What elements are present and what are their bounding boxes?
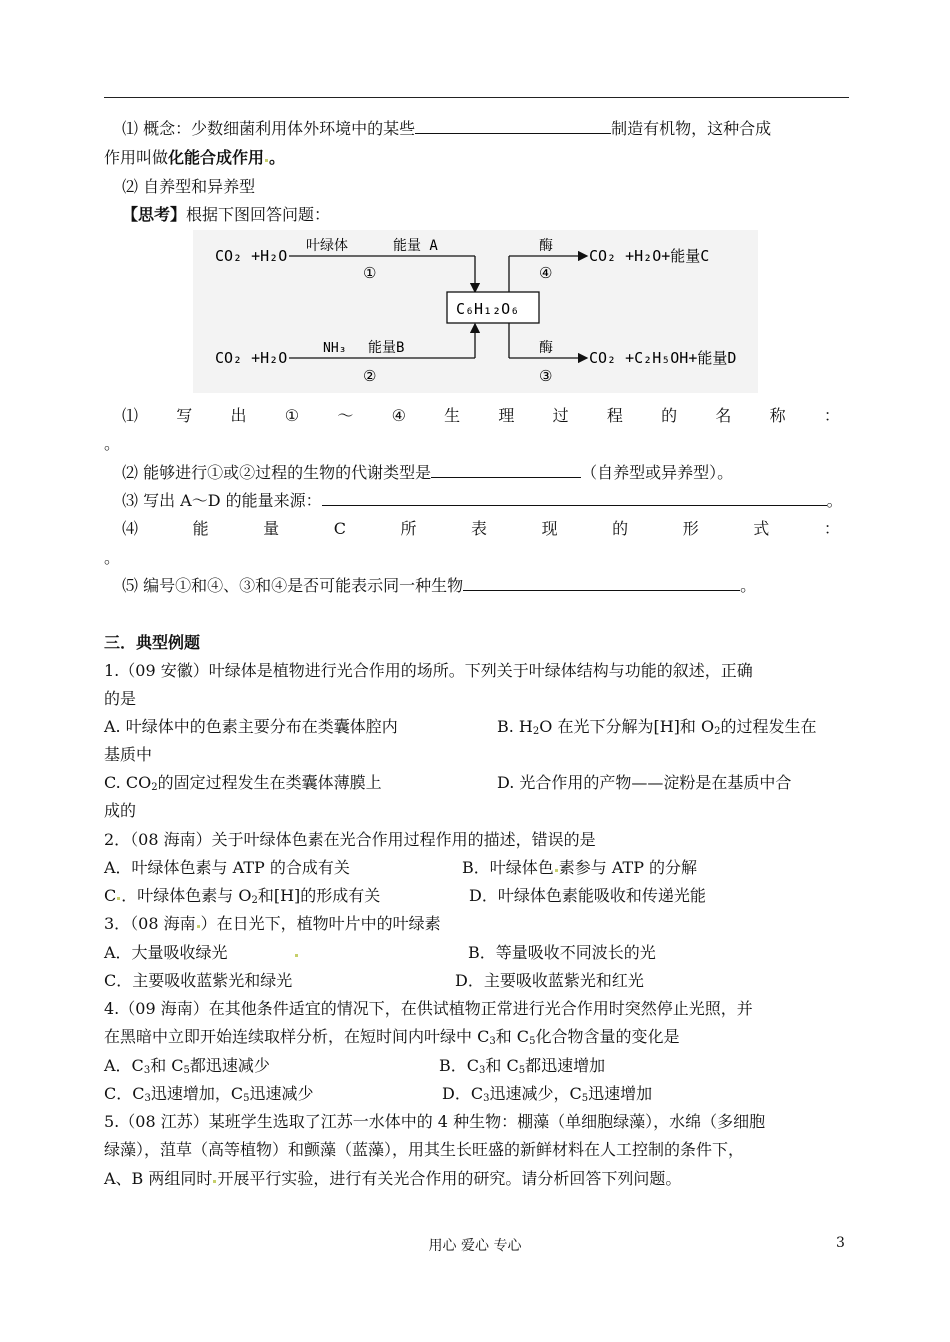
think-label: 【思考】: [122, 205, 187, 224]
question-4-char: 现: [541, 519, 558, 538]
problem-5-line-3: A、B 两组同时 开展平行实验，进行有关光合作用的研究。请分析回答下列问题。: [104, 1169, 682, 1188]
question-4-char: ：: [823, 519, 840, 538]
problem-1-option-a: A. 叶绿体中的色素主要分布在类囊体腔内: [104, 717, 398, 736]
problem-1-options-cd: [104, 772, 849, 794]
problem-3-option-c: C．主要吸收蓝紫光和绿光: [104, 971, 293, 990]
label-nh3: NH₃: [323, 341, 347, 356]
concept-line-2: [104, 147, 849, 169]
problem-4-option-d: D．$C_3$迅速减少，$C_5$迅速增加: [442, 1084, 653, 1104]
question-1-char: 的: [661, 406, 678, 425]
question-4-char: 形: [682, 519, 699, 538]
concept-text-suffix: 制造有机物，这种合成: [611, 119, 772, 138]
label-chloroplast: 叶绿体: [306, 238, 348, 254]
speck: [117, 897, 120, 900]
types-line: ⑵ 自养型和异养型: [122, 177, 256, 196]
concept-text: ⑴ 概念：少数细菌利用体外环境中的某些: [122, 119, 416, 138]
metabolism-diagram: [193, 230, 758, 393]
problem-3-options-ab: [104, 942, 849, 964]
footer-motto: 用心 爱心 专心: [428, 1238, 522, 1254]
problem-1-option-c: C. $CO_2$的固定过程发生在类囊体薄膜上: [104, 773, 382, 793]
problem-1-option-b-cont: 基质中: [104, 745, 153, 764]
problem-1-option-b: B. $H_2O$ 在光下分解为[H]和 $O_2$的过程发生在: [497, 717, 817, 737]
problem-4-line-2: 在黑暗中立即开始连续取样分析，在短时间内叶绿中 $C_3$和 $C_5$化合物含量的变化是: [104, 1027, 680, 1047]
problem-3-option-a: A．大量吸收绿光: [104, 943, 228, 962]
concept-text: 作用叫做: [104, 148, 169, 167]
speck: [265, 159, 268, 162]
problem-4-line-1: 4.（09 海南）在其他条件适宜的情况下，在供试植物正常进行光合作用时突然停止光照，并: [104, 999, 753, 1018]
problem-1-options-ab: [104, 716, 849, 738]
concept-end: 。: [269, 148, 286, 167]
question-3: [122, 490, 849, 512]
question-4-char: 式: [753, 519, 770, 538]
problem-2-option-d: D．叶绿体色素能吸收和传递光能: [469, 886, 706, 905]
problem-2-option-c: C ．叶绿体色素与 $O_2$和[H]的形成有关: [104, 886, 381, 906]
question-2-suffix: （自养型或异养型）。: [581, 463, 734, 482]
question-2: [122, 462, 849, 484]
enzyme-top: 酶: [539, 238, 553, 254]
question-4-end: 。: [104, 548, 121, 567]
question-4-char: 的: [612, 519, 629, 538]
header-rule: [104, 97, 849, 98]
problem-3-options-cd: [104, 970, 849, 992]
problem-3-stem: 3．（08 海南 ）在日光下，植物叶片中的叶绿素: [104, 914, 441, 933]
problem-4-option-b: B．$C_3$和 $C_5$都迅速增加: [439, 1056, 606, 1076]
question-2-text: ⑵ 能够进行①或②过程的生物的代谢类型是: [122, 463, 432, 482]
product-top: CO₂ +H₂O+能量C: [589, 247, 710, 265]
problem-3-option-b: B．等量吸收不同波长的光: [468, 943, 656, 962]
problem-2-options-ab: [104, 857, 849, 879]
concept-line-1: [122, 118, 849, 140]
question-3-end: 。: [826, 491, 843, 510]
product-bottom: CO₂ +C₂H₅OH+能量D: [589, 349, 737, 367]
step-4: ④: [539, 264, 553, 282]
question-1-char: 出: [230, 406, 247, 425]
question-3-text: ⑶ 写出 A～D 的能量来源：: [122, 491, 322, 510]
problem-1-option-d: D. 光合作用的产物——淀粉是在基质中合: [497, 773, 792, 792]
answer-blank[interactable]: [322, 490, 827, 506]
answer-blank[interactable]: [415, 118, 611, 134]
answer-blank[interactable]: [463, 575, 740, 591]
problem-2-option-a: A．叶绿体色素与 ATP 的合成有关: [104, 858, 350, 877]
question-1-char: 名: [715, 406, 732, 425]
question-4-char: ⑷: [122, 519, 139, 538]
problem-4-options-cd: [104, 1083, 849, 1105]
diagram-svg: [193, 230, 758, 393]
question-5-end: 。: [740, 576, 757, 595]
problem-1-option-d-cont: 成的: [104, 801, 137, 820]
question-1: [122, 405, 840, 427]
problem-3-option-d: D．主要吸收蓝紫光和红光: [455, 971, 644, 990]
problem-4-option-a: A．$C_3$和 $C_5$都迅速减少: [104, 1056, 270, 1076]
question-4-char: 表: [471, 519, 488, 538]
question-4-char: 所: [400, 519, 417, 538]
question-4-char: 能: [192, 519, 209, 538]
section-heading: 三．典型例题: [104, 633, 201, 652]
question-1-char: ：: [823, 406, 840, 425]
problem-4-option-c: C．$C_3$迅速增加，$C_5$迅速减少: [104, 1084, 314, 1104]
answer-blank[interactable]: [431, 462, 581, 478]
enzyme-bottom: 酶: [539, 340, 553, 356]
think-line: [122, 204, 849, 226]
question-5-text: ⑸ 编号①和④、③和④是否可能表示同一种生物: [122, 576, 464, 595]
speck: [213, 1180, 216, 1183]
question-1-char: 过: [552, 406, 569, 425]
question-1-end: 。: [104, 434, 121, 453]
page-number: 3: [836, 1235, 845, 1251]
problem-1-line-1: 1.（09 安徽）叶绿体是植物进行光合作用的场所。下列关于叶绿体结构与功能的叙述，正确: [104, 661, 753, 680]
problem-4-options-ab: [104, 1055, 849, 1077]
label-energy-a: 能量 A: [393, 238, 438, 254]
question-1-char: 程: [606, 406, 623, 425]
reactant-bottom: CO₂ +H₂O: [215, 349, 288, 367]
question-1-char: ④: [391, 406, 406, 425]
question-1-char: ①: [284, 406, 300, 425]
concept-term: 化能合成作用: [168, 148, 265, 167]
question-5: [122, 575, 849, 597]
question-1-char: 称: [769, 406, 786, 425]
speck: [197, 925, 200, 928]
problem-5-line-1: 5.（08 江苏）某班学生选取了江苏一水体中的 4 种生物：棚藻（单细胞绿藻），水绵（多细胞: [104, 1112, 766, 1131]
step-3: ③: [539, 367, 553, 385]
reactant-top: CO₂ +H₂O: [215, 247, 288, 265]
step-1: ①: [363, 264, 377, 282]
speck: [295, 954, 298, 957]
step-2: ②: [363, 367, 377, 385]
speck: [555, 869, 558, 872]
question-4: [122, 518, 840, 540]
question-1-char: 理: [498, 406, 515, 425]
think-text: 根据下图回答问题：: [186, 205, 331, 224]
question-1-char: 生: [444, 406, 461, 425]
problem-2-stem: 2．（08 海南）关于叶绿体色素在光合作用过程作用的描述，错误的是: [104, 830, 596, 849]
question-1-char: 写: [176, 406, 193, 425]
question-4-char: C: [333, 519, 346, 538]
problem-2-option-b: B．叶绿体色 素参与 ATP 的分解: [462, 858, 698, 877]
problem-1-line-2: 的是: [104, 689, 137, 708]
question-1-char: ⑴: [122, 406, 139, 425]
problem-5-line-2: 绿藻），菹草（高等植物）和颤藻（蓝藻），用其生长旺盛的新鲜材料在人工控制的条件下，: [104, 1140, 745, 1159]
question-1-char: ～: [337, 406, 354, 425]
glucose-label: C₆H₁₂O₆: [456, 300, 520, 318]
question-4-char: 量: [263, 519, 280, 538]
problem-2-options-cd: [104, 885, 849, 907]
label-energy-b: 能量B: [368, 340, 405, 356]
